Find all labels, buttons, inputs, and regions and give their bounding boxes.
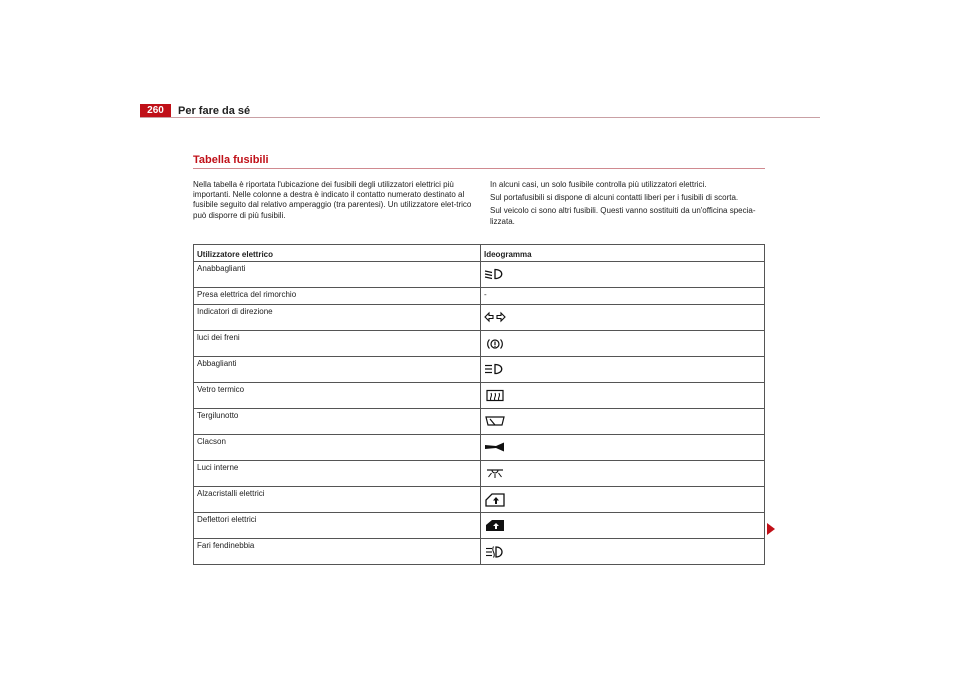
row-label: Indicatori di direzione (194, 305, 481, 331)
row-label: Fari fendinebbia (194, 539, 481, 565)
column-header-consumer: Utilizzatore elettrico (194, 245, 481, 262)
table-row (194, 305, 765, 331)
turn-signal-icon (484, 311, 506, 323)
brake-light-icon (484, 337, 506, 351)
section-rule (193, 168, 765, 169)
table-row (194, 383, 765, 409)
row-label: Abbaglianti (194, 357, 481, 383)
page-number: 260 (140, 104, 171, 118)
row-label: Tergilunotto (194, 409, 481, 435)
table-header-row (194, 245, 765, 262)
header-title: Per fare da sé (178, 105, 251, 117)
row-label: Alzacristalli elettrici (194, 487, 481, 513)
table-row (194, 487, 765, 513)
interior-light-icon (484, 467, 506, 479)
intro-right-paragraph-2: Sul portafusibili si dispone di alcuni contatti liberi per i fusibili di scorta. (490, 193, 739, 203)
table-row (194, 331, 765, 357)
intro-right-column (490, 180, 768, 230)
table-row (194, 435, 765, 461)
row-label: Presa elettrica del rimorchio (194, 288, 481, 305)
high-beam-icon (484, 363, 506, 375)
power-vent-icon (484, 519, 506, 532)
intro-left-paragraph: Nella tabella è riportata l'ubicazione dei fusibili degli utilizzatori elettrici più importanti. Nelle colonne a destra è indicato il contatto numerato destinato al fusibile seguito dal relativo amperaggio (tra parentesi). Un utilizzatore elet-trico può disporre di più fusibili. (193, 180, 472, 220)
table-row (194, 461, 765, 487)
intro-right-paragraph-3: Sul veicolo ci sono altri fusibili. Questi vanno sostituiti da un'officina specia-lizzata. (490, 206, 756, 226)
table-row (194, 262, 765, 288)
row-label: Vetro termico (194, 383, 481, 409)
low-beam-icon (484, 268, 506, 280)
table-row (194, 513, 765, 539)
row-ideogram-text: - (481, 288, 765, 305)
fuse-table (193, 244, 765, 565)
row-label: Clacson (194, 435, 481, 461)
fog-light-icon (484, 545, 506, 559)
row-label: Anabbaglianti (194, 262, 481, 288)
row-label: luci dei freni (194, 331, 481, 357)
header-rule (140, 117, 820, 118)
horn-icon (484, 441, 506, 453)
table-row (194, 409, 765, 435)
intro-right-paragraph-1: In alcuni casi, un solo fusibile controlla più utilizzatori elettrici. (490, 180, 707, 189)
table-row (194, 357, 765, 383)
table-row (194, 539, 765, 565)
row-label: Luci interne (194, 461, 481, 487)
row-label: Deflettori elettrici (194, 513, 481, 539)
next-page-arrow-icon (767, 523, 775, 535)
column-header-ideogram: Ideogramma (481, 245, 765, 262)
table-row (194, 288, 765, 305)
power-window-icon (484, 493, 506, 507)
heated-window-icon (484, 389, 506, 403)
section-title: Tabella fusibili (193, 154, 269, 166)
rear-wiper-icon (484, 415, 506, 428)
